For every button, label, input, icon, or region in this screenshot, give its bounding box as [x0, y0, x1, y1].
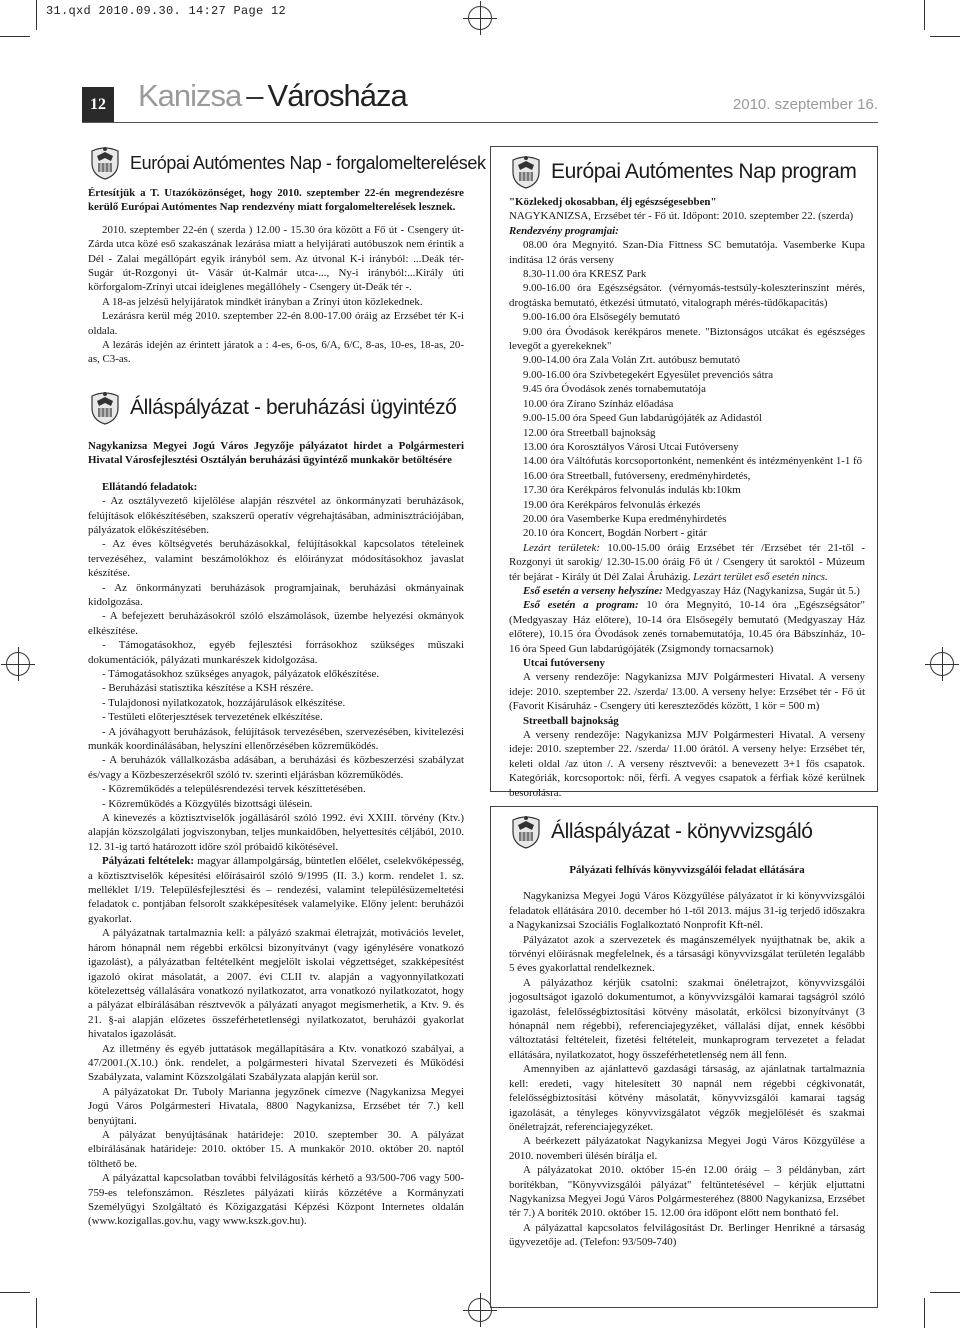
rain-program: [509, 598, 865, 656]
task-item: - Testületi előterjesztések tervezetének elkészítése.: [102, 711, 323, 724]
run-title: Utcai futóverseny: [523, 657, 605, 669]
crop-mark: [36, 1298, 37, 1328]
rain-venue: [509, 584, 865, 598]
task-item: - Támogatásokhoz szükséges anyagok, pályázatok előkészítése.: [102, 667, 380, 680]
schedule-item: 8.30-11.00 óra KRESZ Park: [523, 268, 647, 281]
paragraph: A lezárás idején az érintett járatok a : 4-es, 6-os, 6/A, 6/C, 8-as, 10-es, 18-as, 20-as, C3-as.: [88, 339, 464, 366]
tasks-title: Ellátandó feladatok:: [102, 480, 198, 493]
schedule-item: 16.00 óra Streetball, futóverseny, eredményhirdetés,: [523, 469, 751, 482]
ball-title: Streetball bajnokság: [523, 714, 619, 727]
left-column: [88, 146, 486, 1229]
section-subtitle: Pályázati felhívás könyvvizsgálói feladat ellátására: [569, 864, 805, 876]
print-slug: 31.qxd 2010.09.30. 14:27 Page 12: [46, 4, 287, 18]
task-item: - Az osztályvezető kijelölése alapján részvétel az önkormányzati beruházások, felújítások előkészítésében, szakszerű operatív végrehajtásában, adminisztrációjában, pályázatok előkészítésében.: [88, 495, 464, 536]
rain2-text: 10 óra Megnyitó, 10-14 óra „Egészségsátor" (Medgyaszay Ház előtere), 10-14 óra Elsősegély bemutató (Medgyaszay Ház előtere), 10.15 óra Óvodások zenés tornabemutatója, 10.45 óra Bábszínház, 10-16 óra Speed Gun labdarúgójáték (Zsigmondy tornacsarnok): [509, 599, 865, 655]
task-item: - Közreműködés a településrendezési tervek készíttetésében.: [102, 783, 366, 796]
paragraph-label: Pályázati feltételek:: [102, 855, 195, 868]
section-title: Európai Autómentes Nap - forgalomelterelések: [130, 152, 486, 173]
section-header-program: [509, 155, 865, 189]
schedule-item: 19.00 óra Kerékpáros felvonulás érkezés: [523, 498, 701, 511]
event-place: NAGYKANIZSA, Erzsébet tér - Fő út. Időpont: 2010. szeptember 22. (szerda): [509, 210, 854, 223]
run-text: A verseny rendezője: Nagykanizsa MJV Polgármesteri Hivatal. A verseny ideje: 2010. szeptember 22. /szerda/ 13.00. A verseny helye: Erzsébet tér - Fő út (Favorit Kisáruház - Csengery úti kereszteződés között, 1 kör = 500 m): [509, 671, 865, 713]
schedule-item: 9.00-14.00 óra Zala Volán Zrt. autóbusz bemutató: [523, 354, 741, 367]
paragraph: Amennyiben az ajánlattevő gazdasági társaság, az ajánlatnak tartalmaznia kell: eredeti, vagy hitelesített 30 napnál nem régebbi cégkivonatát, felelősségbiztosítási kötvény másolatát, könyvvizsgálói kamarai tagság igazolását, a tényleges könyvvizsgálatot végzők megjelölését és szakmai önéletrajzát, referenciajegyzéket.: [509, 1063, 865, 1133]
registration-mark: [468, 6, 492, 30]
crest-icon: [88, 146, 122, 180]
task-item: - Az önkormányzati beruházások programjainak, beruházási okmányainak kidolgozása.: [88, 581, 464, 608]
paragraph-text: A kinevezés a köztisztviselők jogállásáról szóló 1992. évi XXIII. törvény (Ktv.) alapján közszolgálati jogviszonyban, teljes munkaidőben, helyettesítés céljából, 2010. 12. 31-ig tartó határozott időre szól próbaidő kikötésével.: [88, 812, 464, 853]
paragraph: A pályázathoz kérjük csatolni: szakmai önéletrajzot, könyvvizsgálói jogosultságot igazoló dokumentumot, a könyvvizsgálói kamarai tagságról szóló igazolást, felelősségbiztosítási kötvény másolatát, erkölcsi bizonyítványt (3 hónapnál nem régebbi), referenciajegyzéket, vállalási díjat, ennek későbbi változtatási feltételeit, fizetési feltételeit, munkaprogram tervezetet a feladat ellátására, nyilatkozatot, hogy összeférhetetlenség nem áll fenn.: [509, 976, 865, 1061]
rain-text: Medgyaszay Ház (Nagykanizsa, Sugár út 5.): [662, 584, 860, 597]
task-item: - Beruházási statisztika készítése a KSH részére.: [102, 682, 314, 695]
schedule-item: 10.00 óra Zírano Színház előadása: [523, 397, 674, 410]
schedule-item: 20.10 óra Koncert, Bogdán Norbert - gitár: [523, 527, 707, 540]
issue-date: 2010. szeptember 16.: [732, 96, 878, 113]
paragraph: [88, 1128, 464, 1171]
crop-mark: [930, 1292, 960, 1293]
task-item: - Az éves költségvetés beruházásokkal, felújításokkal kapcsolatos tételeinek tervezéséhez, valamint beszámolókhoz és előirányzat módosításokhoz javaslat készítése.: [88, 538, 464, 580]
paragraph-text: A pályázatnak tartalmaznia kell: a pályázó szakmai életrajzát, motivációs levelet, három hónapnál nem régebbi erkölcsi bizonyítványt (vagy igénylésére vonatkozó igazolást), a pályázatban feltételként megjelölt iskolai végzettséget, szakképesítést igazoló okirat másolatát, a 2007. évi CLII tv. alapján a vagyonnyilatkozati kötelezettség vállalására vonatkozó nyilatkozatot, arra vonatkozó nyilatkozatot, hogy a pályázat elbírálásában résztvevők a pályázati anyagot megismerhetik, a Ktv. 9. és 21. §-ai alapján előzetes összeférhetetlenségi nyilatkozatot, beruházói gyakorlat hivatalos igazolását.: [88, 927, 464, 1041]
task-item: - Támogatásokhoz, egyéb fejlesztési forrásokhoz szükséges műszaki dokumentációk, pályázati munkarészek kidolgozása.: [88, 639, 464, 666]
task-item: - Tulajdonosi nyilatkozatok, hozzájárulások elkészítése.: [102, 696, 346, 709]
crop-mark: [0, 1292, 30, 1293]
page-number: 12: [82, 87, 114, 123]
motto: "Közlekedj okosabban, élj egészségesebben": [509, 196, 717, 208]
rain-label: Eső esetén a verseny helyszíne:: [523, 584, 663, 597]
programs-title: Rendezvény programjai:: [509, 224, 619, 237]
schedule-item: 20.00 óra Vasemberke Kupa eredményhirdetés: [523, 512, 727, 525]
paragraph-text: Az illetmény és egyéb juttatások megállapítására a Ktv. vonatkozó szabályai, a 47/2001.(X.10.) önk. rendelet, a polgármesteri hivatal Szervezeti és Működési Szabályzata, valamint Közszolgálati Szabályzata alapján kerül sor.: [88, 1042, 464, 1084]
closed-text: 10.00-15.00 óráig Erzsébet tér /Erzsébet tér 21-től - Rozgonyi út sarokig/ 12.30-15.00 óráig Fő út / Csengery út saroktól - Múzeum tér bejárat - Király út Dél Zalai Áruházig.: [509, 541, 865, 583]
masthead-dash: –: [246, 78, 263, 113]
paragraph: A 18-as jelzésű helyijáratok mindkét irányban a Zrínyi úton közlekednek.: [102, 295, 423, 308]
paragraph: [88, 854, 464, 926]
closed-tail: Lezárt terület eső esetén nincs.: [693, 570, 828, 583]
paragraph: 2010. szeptember 22-én ( szerda ) 12.00 - 15.30 óra között a Fő út - Csengery út- Zárda utca közé eső szakaszának lezárása miatt a helyijárati autóbuszok nem érintik a Dél - Zalai megállópárt egyik irányból sem. Az útvonal K-i irányból: ...Deák tér- Sugár út-Rozgonyi út- Vásár út-Kalmár utca-..., Ny-i irányból:...Király úti körforgalom-Zrínyi utcai ideiglenes megállóhely - Csengery út-Deák tér -.: [88, 223, 464, 294]
registration-mark: [6, 652, 30, 676]
paragraph: [88, 1171, 464, 1229]
registration-mark: [930, 652, 954, 676]
paragraph: [88, 926, 464, 1041]
schedule-item: 9.00-16.00 óra Egészségsátor. (vérnyomás-testsúly-koleszterinszint mérés, drogtáska bemutató, étkezési útmutató, vitalograph mérés-tüdőkapacitás): [509, 282, 865, 309]
paragraph: Lezárásra kerül még 2010. szeptember 22-én 8.00-17.00 óráig az Erzsébet tér K-i oldala.: [88, 310, 464, 337]
section-header-auditor: [509, 815, 865, 849]
schedule-item: 9.00-15.00 óra Speed Gun labdarúgójáték az Adidastól: [523, 412, 762, 425]
section-lead: Értesítjük a T. Utazóközönséget, hogy 2010. szeptember 22-én megrendezésre kerülő Európai Autómentes Nap rendezvény miatt forgalomelterelések lesznek.: [88, 187, 464, 214]
section-title: Európai Autómentes Nap program: [551, 160, 857, 183]
crop-mark: [0, 36, 30, 37]
paragraph: A pályázattal kapcsolatos felvilágosítást Dr. Berlinger Henrikné a társaság ügyvezetője ad. (Telefon: 93/509-740): [509, 1221, 865, 1249]
schedule-item: 9.00-16.00 óra Elsősegély bemutató: [523, 311, 680, 324]
crop-mark: [36, 0, 37, 30]
rain2-label: Eső esetén a program:: [523, 599, 639, 612]
closed-label: Lezárt területek:: [523, 541, 600, 554]
paragraph-text: A pályázattal kapcsolatban további felvilágosítás kérhető a 93/500-706 vagy 500-759-es telefonszámon. Részletes pályázati kiírás közzétéve a Kormányzati Személyügyi Szolgáltató és Közigazgatási Képzési Központ Internetes oldalán (www.kozigallas.gov.hu, vagy www.kszk.gov.hu).: [88, 1172, 464, 1228]
task-item: - A beruházók vállalkozásba adásában, a beruházási és közbeszerzési szabályzat és/vagy a Közbeszerzésekről szóló tv. szerinti eljárásban közreműködés.: [88, 754, 464, 781]
header-rule: [82, 122, 878, 123]
crest-icon: [88, 391, 122, 425]
paragraph-text: A pályázatokat Dr. Tuboly Marianna jegyzőnek címezve (Nagykanizsa Megyei Jogú Város Polgármesteri Hivatala, 8800 Nagykanizsa, Erzsébet tér 7.) kell benyújtani.: [88, 1085, 464, 1127]
schedule-item: 13.00 óra Korosztályos Városi Utcai Futóverseny: [523, 440, 739, 453]
auditor-box: [490, 806, 878, 1308]
paragraph-text: magyar állampolgárság, büntetlen előélet, cselekvőképesség, a köztisztviselők képesítési előírásairól szóló 9/1995 (II. 3.) korm. rendelet 1. sz. melléklet I/19. Településfejlesztési és – rendezési, valamint településüzemeltetési feladatok c. pontjában felsorolt szakképesítések valamelyike. Előny jelent: beruházói gyakorlat.: [88, 855, 464, 925]
crop-mark: [924, 1298, 925, 1328]
paragraph: A beérkezett pályázatokat Nagykanizsa Megyei Jogú Város Közgyűlése a 2010. novemberi ülésén bírálja el.: [509, 1135, 865, 1162]
program-box: [490, 146, 878, 799]
registration-mark: [468, 1298, 492, 1322]
paragraph-text: A pályázat benyújtásának határideje: 2010. szeptember 30. A pályázat elbírálásának határideje: 2010. október 15. A munkakör 2010. október 20. naptól tölthető be.: [88, 1128, 464, 1170]
masthead-brand-dark: Városháza: [267, 78, 407, 113]
section-title: Álláspályázat - beruházási ügyintéző: [130, 395, 457, 419]
crest-icon: [509, 155, 543, 189]
schedule-item: 9.45 óra Óvodások zenés tornabemutatója: [523, 383, 706, 396]
task-item: - A befejezett beruházásokról szóló elszámolások, üzembe helyezési okmányok elkészítése.: [88, 610, 464, 637]
section-lead: Nagykanizsa Megyei Jogú Város Jegyzője pályázatot hirdet a Polgármesteri Hivatal Városfejlesztési Osztályán beruházási ügyintéző munkakör betöltésére: [88, 439, 464, 467]
section-title: Álláspályázat - könyvvizsgáló: [551, 820, 813, 843]
schedule-item: 17.30 óra Kerékpáros felvonulás indulás kb:10km: [523, 484, 741, 497]
crop-mark: [930, 36, 960, 37]
closed-areas: [509, 541, 865, 584]
section-header-traffic: [88, 146, 486, 180]
section-header-job: [88, 391, 464, 425]
paragraph: Pályázatot azok a szervezetek és magánszemélyek nyújthatnak be, akik a törvényi előírásnak megfelelnek, és a társasági könyvvizsgálat területén legalább 5 éves gyakorlattal rendelkeznek.: [509, 933, 865, 975]
schedule-item: 08.00 óra Megnyitó. Szan-Dia Fittness SC bemutatója. Vasemberke Kupa indítása 12 órás verseny: [509, 239, 865, 266]
masthead-brand-light: Kanizsa: [138, 78, 242, 113]
crest-icon: [509, 815, 543, 849]
crop-mark: [924, 0, 925, 30]
schedule-item: 14.00 óra Váltófutás korcsoportonként, nemenként és intézményenként 1-1 fő: [523, 455, 863, 468]
paragraph: [88, 1085, 464, 1128]
schedule-item: 9.00 óra Óvodások kerékpáros menete. "Biztonságos utcákat és egészséges levegőt a gyerekeknek": [509, 325, 865, 353]
schedule-item: 12.00 óra Streetball bajnokság: [523, 426, 656, 439]
masthead: [138, 78, 407, 114]
paragraph: [88, 1042, 464, 1085]
paragraph: A pályázatokat 2010. október 15-én 12.00 óráig – 3 példányban, zárt borítékban, "Könyvvizsgálói pályázat" feltüntetésével – kérjük eljuttatni Nagykanizsa Megyei Jogú Város Polgármesteréhez (8800 Nagykanizsa, Erzsébet tér 7.) A boríték 2010. október 15. 12.00 óra időpont előtt nem bontható fel.: [509, 1164, 865, 1220]
schedule-item: 9.00-16.00 óra Szívbetegekért Egyesület prevenciós sátra: [523, 368, 774, 381]
task-item: - A jóváhagyott beruházások, felújítások tervezésében, szervezésében, kivitelezési munkák koordinálásában, helyszíni ellenőrzésében közreműködés.: [88, 725, 464, 752]
paragraph: [88, 811, 464, 854]
task-item: - Közreműködés a Közgyűlés bizottsági ülésein.: [102, 797, 313, 810]
paragraph: Nagykanizsa Megyei Jogú Város Közgyűlése pályázatot ír ki könyvvizsgálói feladatok ellátására 2010. december hó 1-től 2013. május 31-ig terjedő időszakra a Nagykanizsai Szociális Foglalkoztató Nonprofit Kft-nél.: [509, 890, 865, 932]
ball-text: A verseny rendezője: Nagykanizsa MJV Polgármesteri Hivatal. A verseny ideje: 2010. szeptember 22. /szerda/ 11.00 órától. A verseny helye: Erzsébet tér, keleti oldal /az úton /. A verseny résztvevői: a benevezett 3+1 fős csapatok. Kategóriák, korcsoportok: női, férfi. A vegyes csapatok a férfiak közé kerülnek besorolásra.: [509, 729, 865, 799]
